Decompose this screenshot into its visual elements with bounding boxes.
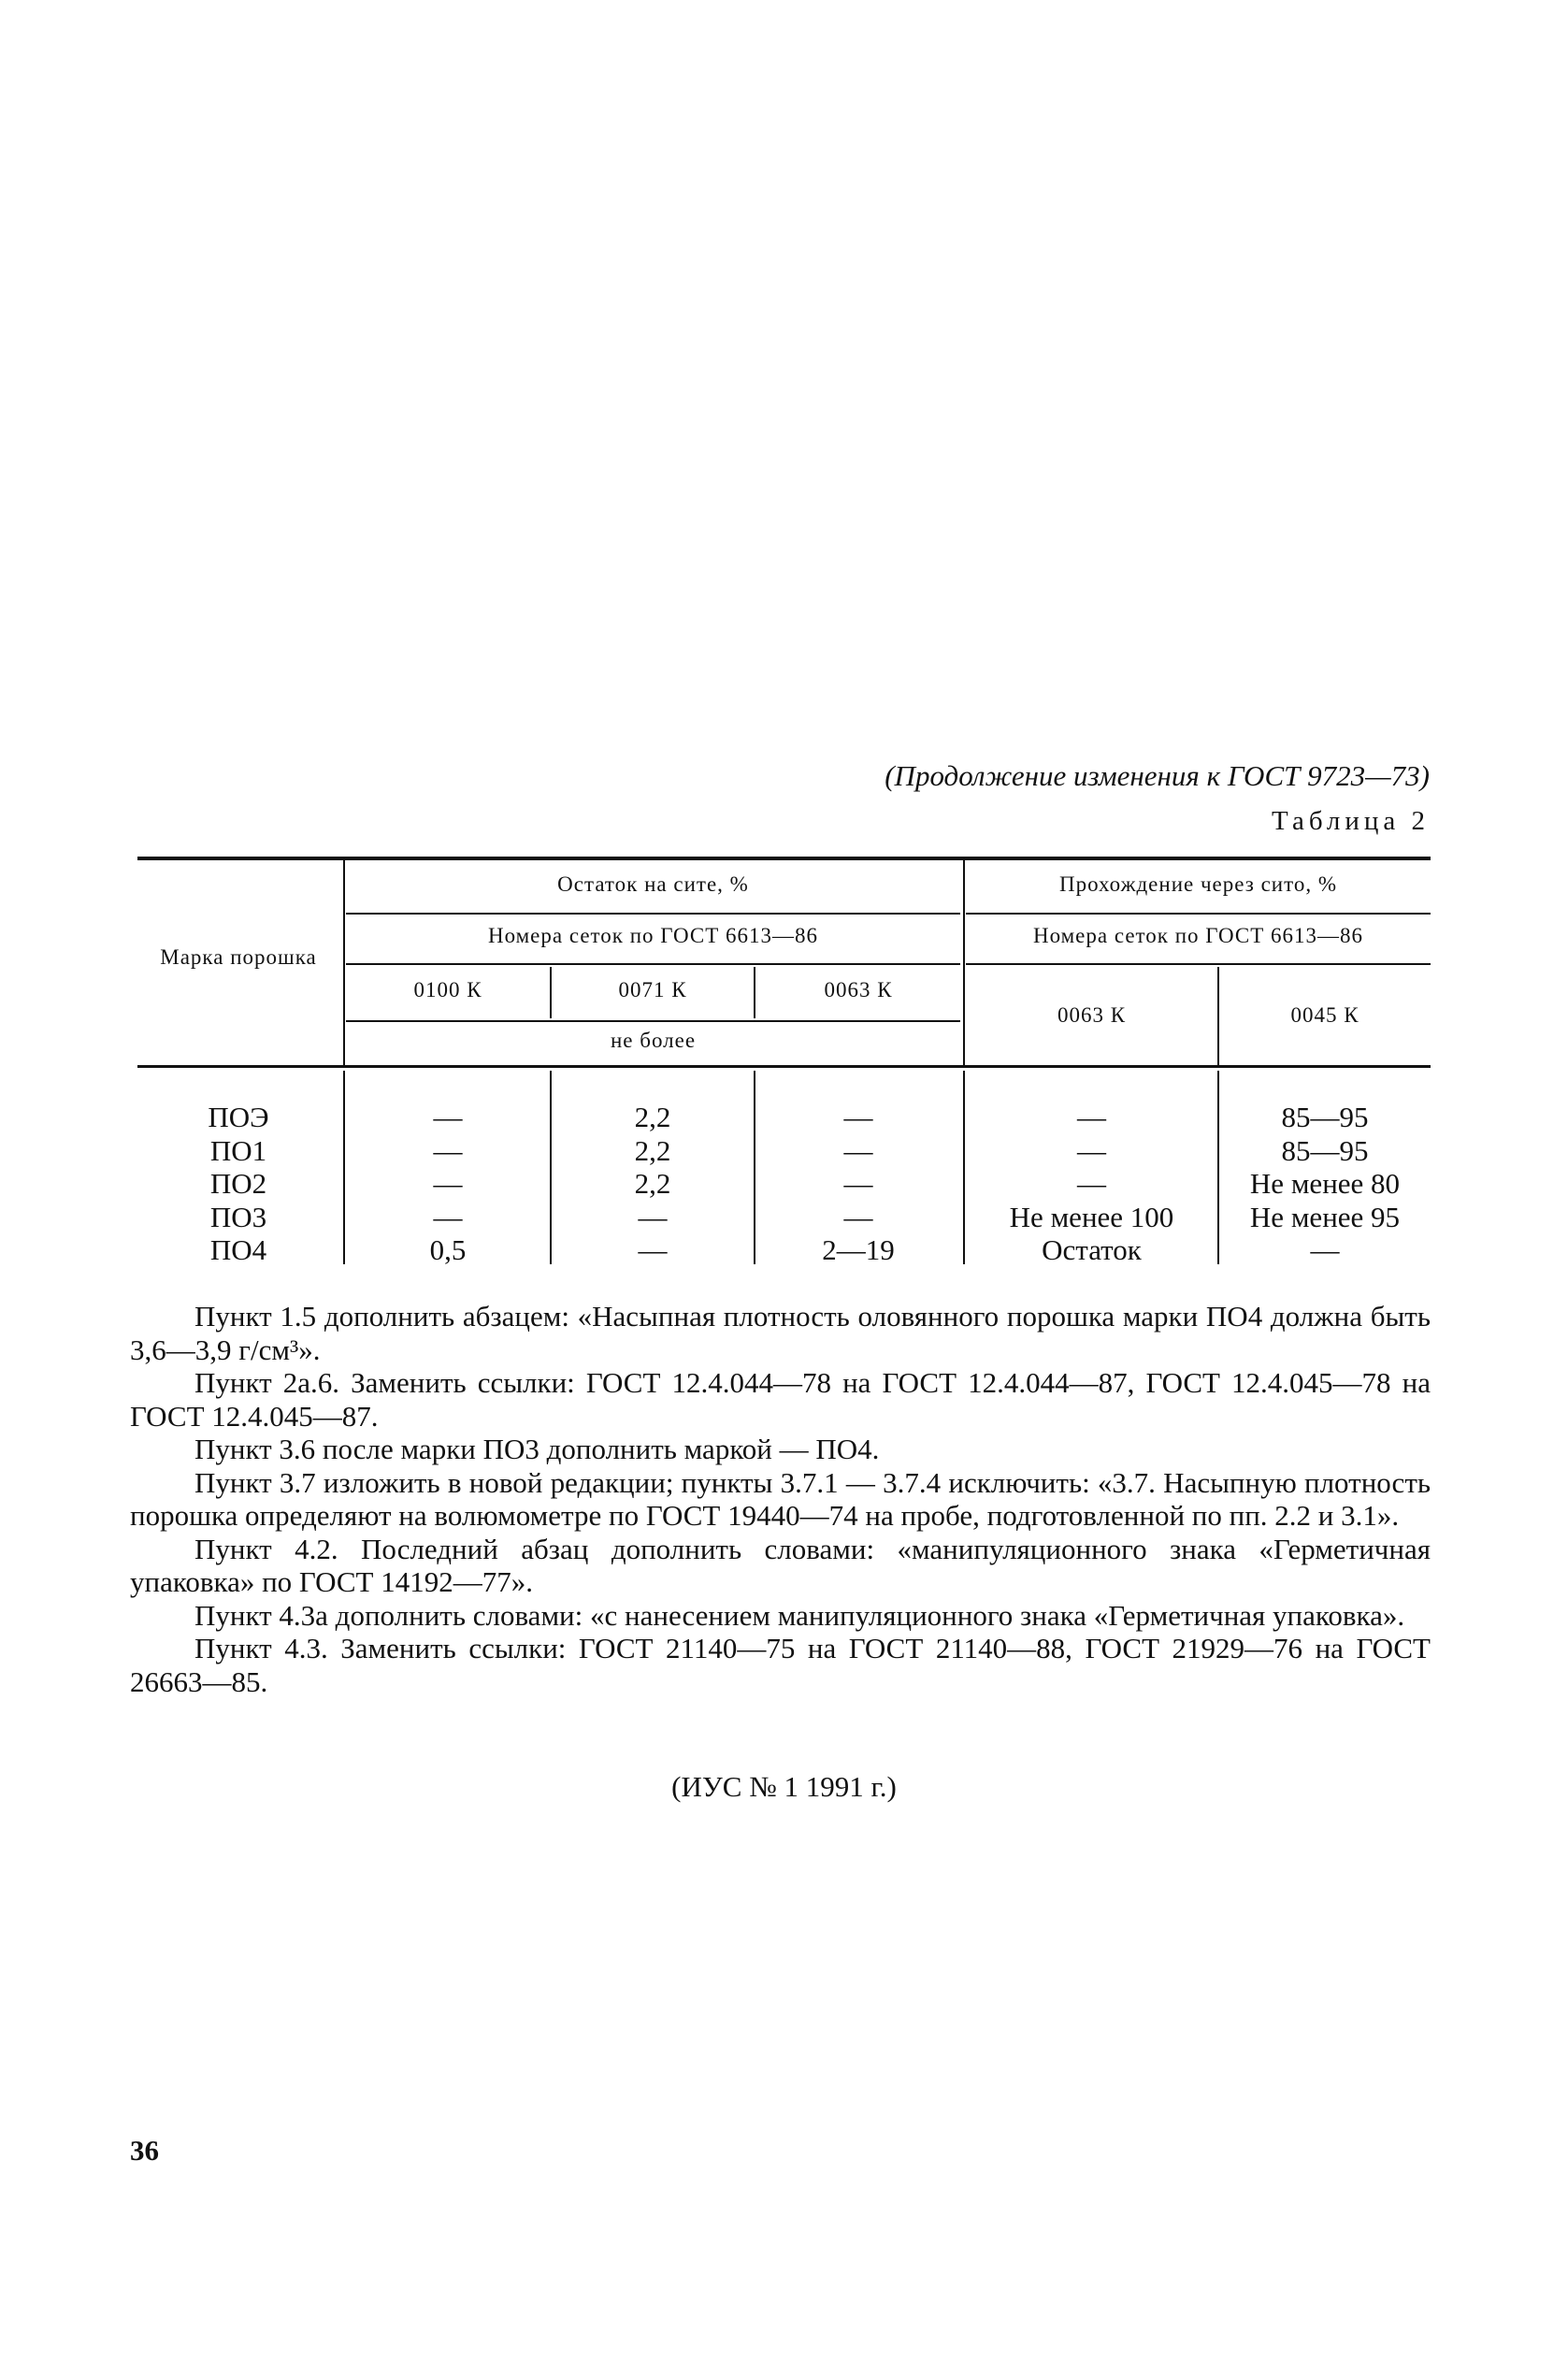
table-cell: — <box>843 1133 873 1167</box>
table-cell: 2—19 <box>822 1233 895 1266</box>
table-cell: 0,5 <box>429 1233 467 1266</box>
table-top-rule <box>137 857 1431 860</box>
row-brand: ПОЭ <box>208 1101 269 1133</box>
table-cell: — <box>1077 1101 1106 1133</box>
table-cell: Не менее 100 <box>1009 1200 1174 1233</box>
mesh-header-residue: Номера сеток по ГОСТ 6613—86 <box>487 924 819 947</box>
divider <box>346 913 960 915</box>
paragraph: Пункт 4.3а дополнить словами: «с нанесением манипуляционного знака «Герметичная упаковка». <box>194 1598 1405 1632</box>
group-header-residue: Остаток на сите, % <box>557 872 749 896</box>
table-cell: Остаток <box>1042 1233 1142 1266</box>
col-divider <box>963 860 965 1066</box>
table-cell: 85—95 <box>1281 1133 1369 1167</box>
table-cell: 2,2 <box>634 1167 671 1200</box>
paragraph: Пункт 1.5 дополнить абзацем: «Насыпная плотность оловянного порошка марки ПО4 должна быть 3,6—3,9 г/см³». <box>130 1300 1431 1366</box>
paragraph: Пункт 4.3. Заменить ссылки: ГОСТ 21140—75 на ГОСТ 21140—88, ГОСТ 21929—76 на ГОСТ 26663—85. <box>130 1632 1431 1698</box>
row-brand: ПО2 <box>209 1167 267 1200</box>
table-cell: — <box>843 1101 873 1133</box>
table-cell: — <box>638 1233 668 1266</box>
table-cell: Не менее 80 <box>1249 1167 1401 1200</box>
page-number: 36 <box>130 2134 159 2167</box>
col-divider <box>343 1071 345 1264</box>
table-cell: — <box>843 1167 873 1200</box>
continuation-header: (Продолжение изменения к ГОСТ 9723—73) <box>885 759 1430 792</box>
divider <box>346 1020 960 1022</box>
table-title: Таблица 2 <box>1271 806 1430 836</box>
col-header: 0100 К <box>413 978 482 1001</box>
table-cell: — <box>433 1101 463 1133</box>
mesh-header-passage: Номера сеток по ГОСТ 6613—86 <box>1032 924 1364 947</box>
table-cell: — <box>1077 1167 1106 1200</box>
table-cell: 2,2 <box>634 1101 671 1133</box>
row-brand: ПО1 <box>209 1133 267 1167</box>
source-reference: (ИУС № 1 1991 г.) <box>671 1770 897 1803</box>
col-header: 0045 К <box>1290 1003 1359 1027</box>
paragraph: Пункт 3.7 изложить в новой редакции; пункты 3.7.1 — 3.7.4 исключить: «3.7. Насыпную плотность порошка определяют на волюмометре по ГОСТ 19440—74 на пробе, подготовленной по пп. 2.2 и 3.1». <box>130 1465 1431 1532</box>
paragraph: Пункт 4.2. Последний абзац дополнить словами: «манипуляционного знака «Герметичная упаковка» по ГОСТ 14192—77». <box>130 1532 1431 1598</box>
divider <box>346 963 960 965</box>
paragraph: Пункт 3.6 после марки ПО3 дополнить маркой — ПО4. <box>194 1433 880 1465</box>
table-cell: 85—95 <box>1281 1101 1369 1133</box>
table-cell: — <box>638 1200 668 1233</box>
paragraph: Пункт 2а.6. Заменить ссылки: ГОСТ 12.4.044—78 на ГОСТ 12.4.044—87, ГОСТ 12.4.045—78 на ГОСТ 12.4.045—87. <box>130 1366 1431 1433</box>
divider <box>966 963 1431 965</box>
col-divider <box>963 1071 965 1264</box>
col-header: 0063 К <box>824 978 893 1001</box>
col-header: 0063 К <box>1057 1003 1127 1027</box>
col-divider <box>343 860 345 1066</box>
row-brand: ПО3 <box>209 1200 267 1233</box>
table-header-rule <box>137 1065 1431 1068</box>
table-cell: Не менее 95 <box>1249 1200 1401 1233</box>
divider <box>966 913 1431 915</box>
table-cell: — <box>1077 1133 1106 1167</box>
table-cell: — <box>433 1133 463 1167</box>
col-header: 0071 К <box>618 978 687 1001</box>
not-more-label: не более <box>610 1029 697 1052</box>
table-cell: — <box>433 1167 463 1200</box>
table-cell: — <box>433 1200 463 1233</box>
amendment-text <box>130 1300 1431 1698</box>
row-brand: ПО4 <box>209 1233 267 1266</box>
group-header-passage: Прохождение через сито, % <box>1059 872 1337 896</box>
table-cell: — <box>843 1200 873 1233</box>
col-header-brand: Марка порошка <box>160 945 317 969</box>
table-cell: — <box>1310 1233 1340 1266</box>
table-cell: 2,2 <box>634 1133 671 1167</box>
